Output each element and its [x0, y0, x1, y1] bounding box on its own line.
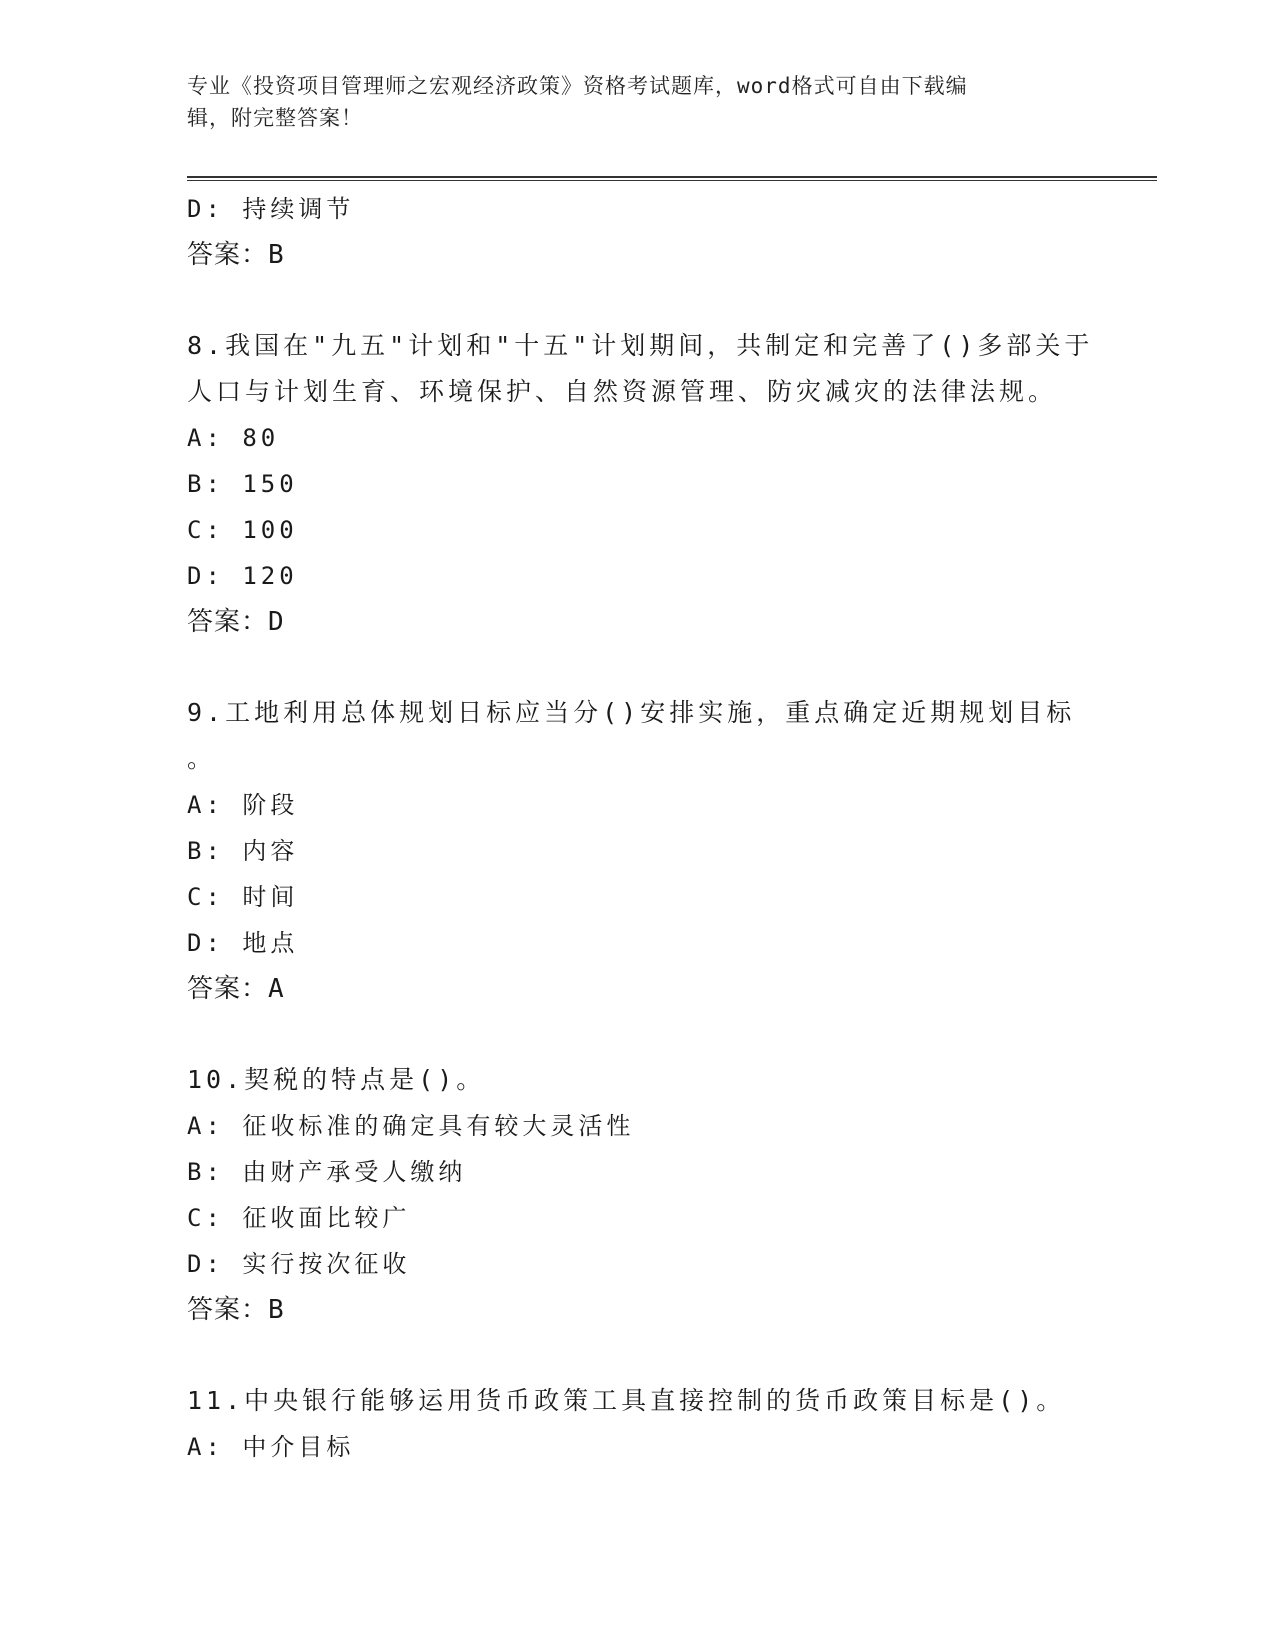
question-11	[187, 1378, 1087, 1470]
question-stem-line-1: 9.工地利用总体规划日标应当分()安排实施，重点确定近期规划目标	[187, 698, 1076, 727]
option-a: A: 阶段	[187, 791, 299, 819]
question-list	[187, 186, 1094, 1470]
option-d: D: 持续调节	[187, 195, 355, 223]
answer-value: A	[268, 974, 285, 1004]
question-7-tail	[187, 186, 1087, 278]
answer-label: 答案：	[187, 1295, 269, 1325]
question-stem-line-2: 人口与计划生育、环境保护、自然资源管理、防灾减灾的法律法规。	[187, 377, 1058, 406]
answer-line	[187, 232, 1087, 278]
option-c: C: 时间	[187, 883, 299, 911]
question-10	[187, 1057, 1087, 1333]
option-b: B: 内容	[187, 837, 299, 865]
spacer	[187, 645, 1087, 690]
spacer	[187, 1012, 1087, 1057]
option-b: B: 由财产承受人缴纳	[187, 1158, 467, 1186]
answer-value: D	[268, 607, 285, 637]
answer-value: B	[268, 1295, 285, 1325]
spacer	[187, 278, 1087, 323]
document-header	[187, 70, 1067, 134]
answer-label: 答案：	[187, 240, 269, 270]
spacer	[187, 1333, 1087, 1378]
answer-label: 答案：	[187, 974, 269, 1004]
question-stem-line-2: 。	[187, 744, 217, 773]
option-a: A: 80	[187, 424, 280, 452]
option-a: A: 征收标准的确定具有较大灵活性	[187, 1112, 635, 1140]
header-line-1: 专业《投资项目管理师之宏观经济政策》资格考试题库，word格式可自由下载编	[187, 74, 968, 98]
answer-line	[187, 1287, 1087, 1333]
question-stem-line-1: 10.契税的特点是()。	[187, 1065, 486, 1094]
question-8	[187, 323, 1094, 645]
option-c: C: 100	[187, 516, 298, 544]
answer-line	[187, 966, 1087, 1012]
question-stem-line-1: 11.中央银行能够运用货币政策工具直接控制的货币政策目标是()。	[187, 1386, 1066, 1415]
answer-value: B	[268, 240, 285, 270]
option-a: A: 中介目标	[187, 1433, 355, 1461]
header-divider	[187, 176, 1157, 181]
question-9	[187, 690, 1087, 1012]
question-stem-line-1: 8.我国在"九五"计划和"十五"计划期间，共制定和完善了()多部关于	[187, 331, 1094, 360]
answer-line	[187, 599, 1087, 645]
option-c: C: 征收面比较广	[187, 1204, 411, 1232]
option-d: D: 地点	[187, 929, 299, 957]
option-d: D: 实行按次征收	[187, 1250, 411, 1278]
option-d: D: 120	[187, 562, 298, 590]
answer-label: 答案：	[187, 607, 269, 637]
option-b: B: 150	[187, 470, 298, 498]
header-line-2: 辑，附完整答案！	[187, 106, 363, 130]
